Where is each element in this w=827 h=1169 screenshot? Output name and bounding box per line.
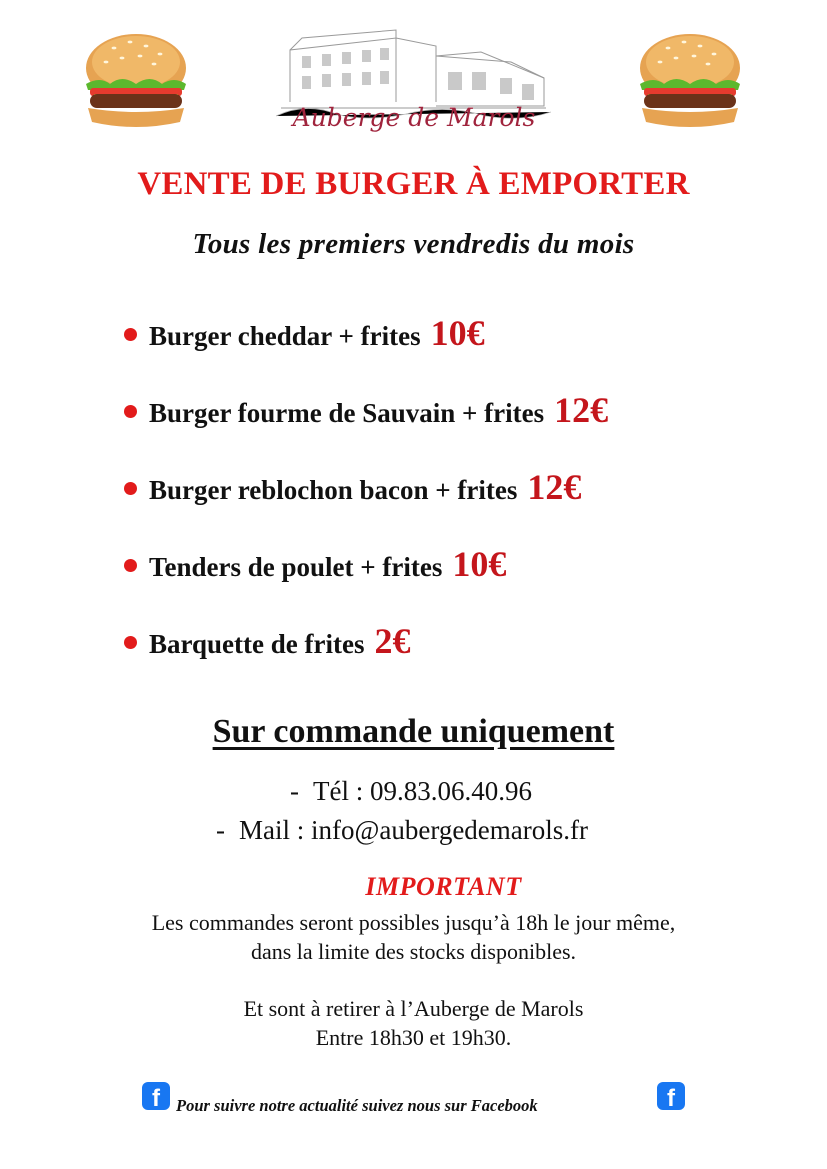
bullet-icon <box>124 328 137 341</box>
important-label: IMPORTANT <box>365 872 522 901</box>
facebook-icon[interactable]: f <box>142 1082 170 1110</box>
menu-list <box>124 312 804 697</box>
auberge-logo <box>276 16 551 143</box>
facebook-text: Pour suivre notre actualité suivez nous sur Facebook <box>176 1096 538 1115</box>
info-line: Et sont à retirer à l’Auberge de Marols <box>243 996 584 1021</box>
contact-phone <box>290 776 532 807</box>
menu-item-name: Tenders de poulet + frites <box>149 552 443 582</box>
menu-item <box>124 620 804 697</box>
bullet-icon <box>124 636 137 649</box>
contact-mail <box>216 815 588 846</box>
info-line: dans la limite des stocks disponibles. <box>250 939 577 964</box>
menu-item-name: Burger fourme de Sauvain + frites <box>149 398 545 428</box>
burger-illustration-left <box>80 28 192 132</box>
menu-item-price: 10€ <box>430 313 485 353</box>
menu-item <box>124 466 804 543</box>
menu-item-price: 10€ <box>452 544 507 584</box>
page-title: VENTE DE BURGER À EMPORTER <box>137 166 690 202</box>
info-line: Les commandes seront possibles jusqu’à 18h le jour même, <box>151 910 676 935</box>
menu-item-price: 12€ <box>554 390 609 430</box>
phone-text: Tél : 09.83.06.40.96 <box>313 776 532 806</box>
menu-item-name: Burger cheddar + frites <box>149 321 421 351</box>
burger-illustration-right <box>634 28 746 132</box>
menu-item-name: Burger reblochon bacon + frites <box>149 475 518 505</box>
mail-text: Mail : info@aubergedemarols.fr <box>239 815 589 845</box>
bullet-icon <box>124 405 137 418</box>
order-heading: Sur commande uniquement <box>212 713 615 750</box>
list-dash: - <box>290 776 299 806</box>
menu-item-price: 12€ <box>527 467 582 507</box>
menu-item-name: Barquette de frites <box>149 629 365 659</box>
page-subtitle: Tous les premiers vendredis du mois <box>192 228 635 260</box>
menu-item <box>124 312 804 389</box>
list-dash: - <box>216 815 225 845</box>
menu-item <box>124 543 804 620</box>
logo-text: Auberge de Marols <box>292 103 536 132</box>
facebook-icon[interactable]: f <box>657 1082 685 1110</box>
bullet-icon <box>124 482 137 495</box>
menu-item-price: 2€ <box>374 621 411 661</box>
bullet-icon <box>124 559 137 572</box>
menu-item <box>124 389 804 466</box>
info-line: Entre 18h30 et 19h30. <box>315 1025 512 1050</box>
